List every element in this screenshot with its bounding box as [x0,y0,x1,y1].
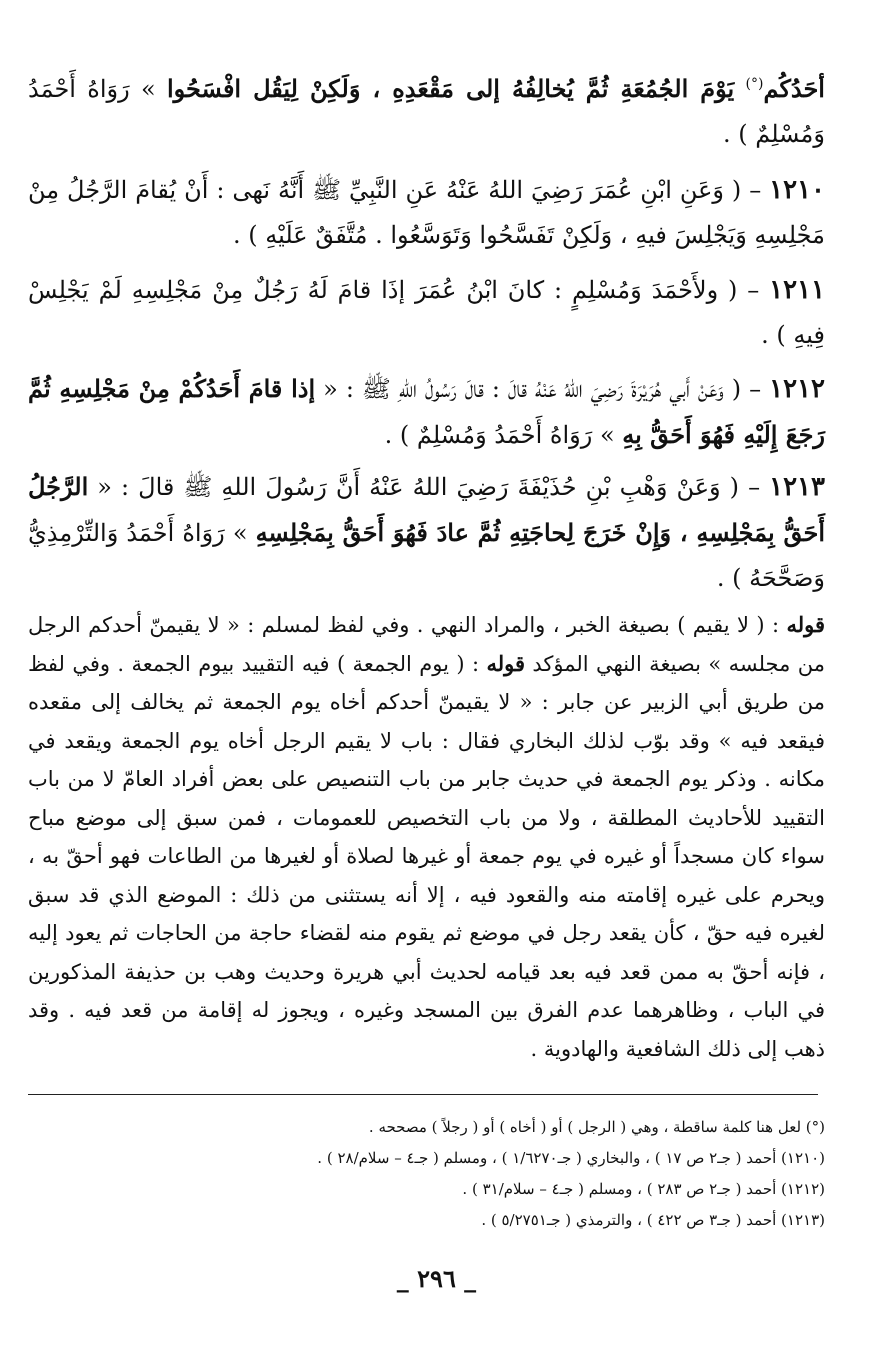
footnote: (١٢١٣) أحمد ( جـ٣ ص ٤٢٢ ) ، والترمذي ( جـ٥/٢٧٥١ ) . [481,1211,825,1229]
commentary-text: : ( لا يقيم ) بصيغة الخبر ، والمراد النهي . وفي لفظ لمسلم : « لا يقيمنّ أحدكم الرجل من مجلسه » بصيغة النهي المؤكد [28,613,825,676]
hadith-1211 [28,268,825,358]
commentary [28,606,825,1068]
hadith-number: ١٢١٠ [769,175,825,205]
footnote-marker: (°) [745,76,764,92]
hadith-text-bold: أحَدُكُم [763,74,825,103]
hadith-text: » رَوَاهُ أَحْمَدُ وَمُسْلِمٌ ) . [384,421,615,449]
footnote: (°) لعل هنا كلمة ساقطة ، وهي ( الرجل ) أو ( أخاه ) أو ( رجلاً ) مصححه . [368,1118,825,1136]
hadith-1213 [28,464,825,601]
hadith-text: – ( وَعَنِ ابْنِ عُمَرَ رَضِيَ اللهُ عَنْهُ عَنِ النَّبِيِّ ﷺ أَنَّهُ نَهى : أَنْ يُقامَ الرَّجُلُ مِنْ مَجْلِسِهِ وَيَجْلِسَ فيهِ ، وَلَكِنْ تَفَسَّحُوا وَتَوَسَّعُوا . مُتَّفَقٌ عَلَيْهِ ) . [28,176,825,249]
commentary-keyword: قوله [786,612,825,637]
hadith-text-bold: إذا قامَ أَحَدُكُمْ مِنْ مَجْلِسِهِ ثُمَّ رَجَعَ إِلَيْهِ فَهُوَ أَحَقُّ بِهِ [28,374,825,449]
commentary-keyword: قوله [486,650,525,676]
footnote-divider [28,1094,818,1095]
hadith-text: – ( وَعَنْ أَبي هُرَيْرَةَ رَضِيَ اللهُ عَنْهُ قالَ : قالَ رَسُولُ اللهِ ﷺ : « [323,375,762,403]
hadith-number: ١٢١٢ [769,374,825,404]
footnote: (١٢١٠) أحمد ( جـ٢ ص ١٧ ) ، والبخاري ( جـ١/٦٢٧٠ ) ، ومسلم ( جـ٤ – سلام/٢٨ ) . [317,1149,825,1167]
hadith-text-bold: الرَّجُلُ أَحَقُّ بِمَجْلِسِهِ ، وَإِنْ خَرَجَ لِحاجَتِهِ ثُمَّ عادَ فَهُوَ أَحَقُّ بِمَجْلِسِهِ [28,472,825,547]
hadith-continuation [28,62,825,157]
hadith-text: – ( ولأَحْمَدَ وَمُسْلِمٍ : كانَ ابْنُ عُمَرَ إذَا قامَ لَهُ رَجُلٌ مِنْ مَجْلِسِهِ لَمْ يَجْلِسْ فِيهِ ) . [28,276,825,349]
page-number: _ ٢٩٦ _ [396,1264,477,1293]
footnote: (١٢١٢) أحمد ( جـ٢ ص ٢٨٣ ) ، ومسلم ( جـ٤ – سلام/٣١ ) . [462,1180,825,1198]
commentary-text: : ( يوم الجمعة ) فيه التقييد بيوم الجمعة . وفي لفظ من طريق أبي الزبير عن جابر : « لا يقيمنّ أحدكم أخاه يوم الجمعة ثم يخالف إلى مقعده فيقعد فيه » وقد بوّب لذلك البخاري فقال : باب لا يقيم الرجل أخاه يوم الجمعة ويقعد في مكانه . وذكر يوم الجمعة في حديث جابر من باب التنصيص على بعض أفراد العامّ لا من باب التقييد للأحاديث المطلقة ، ولا من باب التخصيص للعمومات ، فمن سبق إلى موضع مباح سواء كان مسجداً أو غيره في يوم جمعة أو غيرها لصلاة أو لغيرها من الطاعات فهو أحقّ به ، ويحرم على غيره إقامته منه والقعود فيه ، إلا أنه يستثنى من ذلك : الموضع الذي قد سبق لغيره فيه حقّ ، كأن يقعد رجل في موضع ثم يقوم منه لقضاء حاجة من الحاجات ثم يعود إليه ، فإنه أحقّ به ممن قعد فيه بعد قيامه لحديث أبي هريرة وحديث وهب بن حذيفة المذكورين في الباب ، وظاهرهما عدم الفرق بين المسجد وغيره ، ويجوز له إقامة من قعد فيه . وقد ذهب إلى ذلك الشافعية والهادوية . [28,651,825,1061]
hadith-1210 [28,168,825,258]
hadith-1212 [28,366,825,458]
hadith-text: » رَوَاهُ أَحْمَدُ وَالتِّرْمِذِيُّ وَصَحَّحَهُ ) . [28,519,825,592]
footnotes [40,1112,825,1236]
hadith-number: ١٢١٣ [769,472,825,502]
hadith-number: ١٢١١ [769,275,825,305]
hadith-text: » رَوَاهُ أَحْمَدُ وَمُسْلِمٌ ) . [28,75,825,148]
hadith-text: – ( وَعَنْ وَهْبِ بْنِ حُذَيْفَةَ رَضِيَ اللهُ عَنْهُ أَنَّ رَسُولَ اللهِ ﷺ قالَ : « [97,473,761,501]
hadith-text-bold: يَوْمَ الجُمُعَةِ ثُمَّ يُخالِفُهُ إلى مَقْعَدِهِ ، وَلَكِنْ لِيَقُل افْسَحُوا [166,74,735,103]
